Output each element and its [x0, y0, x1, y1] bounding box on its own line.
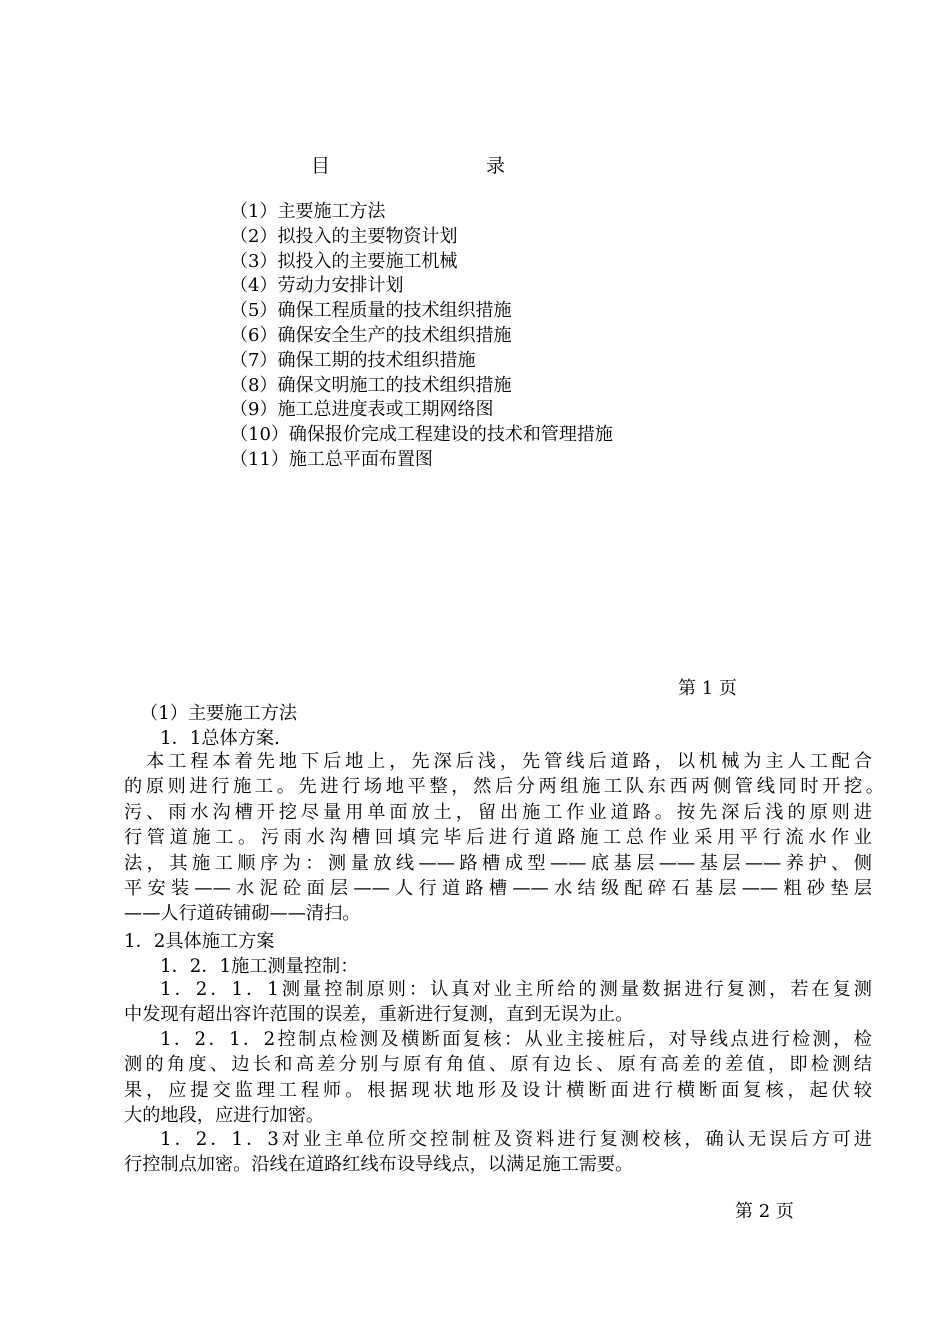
- sub-heading-overall-plan: 1．1总体方案.: [160, 728, 280, 749]
- text-line: 1．2．1．3对业主单位所交控制桩及资料进行复测校核，确认无误后方可进: [160, 1129, 872, 1150]
- text-line: 测的角度、边长和高差分别与原有角值、原有边长、原有高差的差值，即检测结: [124, 1054, 872, 1076]
- toc-item[interactable]: （1）主要施工方法: [230, 201, 386, 222]
- text-line: 法，其施工顺序为：测量放线——路槽成型——底基层——基层——养护、侧: [124, 852, 872, 874]
- text-line: 1．2．1．2控制点检测及横断面复核：从业主接桩后，对导线点进行检测，检: [160, 1029, 872, 1050]
- text-line: 平安装——水泥砼面层——人行道路槽——水结级配碎石基层——粗砂垫层: [124, 878, 872, 900]
- toc-item[interactable]: （4）劳动力安排计划: [230, 275, 404, 297]
- toc-title-left-char: 目: [311, 155, 331, 177]
- toc-item[interactable]: （9）施工总进度表或工期网络图: [230, 399, 494, 421]
- toc-item[interactable]: （2）拟投入的主要物资计划: [230, 225, 458, 247]
- paragraph-survey-principle: [124, 977, 884, 1028]
- toc-item[interactable]: （6）确保安全生产的技术组织措施: [230, 324, 512, 346]
- page-number-1: 第 1 页: [678, 678, 737, 699]
- toc-item[interactable]: （8）确保文明施工的技术组织措施: [230, 374, 512, 396]
- section-heading: （1）主要施工方法: [140, 703, 298, 724]
- text-line: 本工程本着先地下后地上，先深后浅，先管线后道路，以机械为主人工配合: [146, 751, 872, 772]
- text-line: 行管道施工。污雨水沟槽回填完毕后进行道路施工总作业采用平行流水作业: [124, 827, 872, 849]
- text-line: 的原则进行施工。先进行场地平整，然后分两组施工队东西两侧管线同时开挖。: [124, 776, 884, 798]
- page-number-2: 第 2 页: [735, 1201, 794, 1222]
- toc-item[interactable]: （5）确保工程质量的技术组织措施: [230, 300, 512, 322]
- table-of-contents: [230, 200, 613, 473]
- toc-item[interactable]: （7）确保工期的技术组织措施: [230, 349, 476, 371]
- text-line: 污、雨水沟槽开挖尽量用单面放土，留出施工作业道路。按先深后浅的原则进: [124, 801, 872, 823]
- paragraph-control-stake-verify: [124, 1127, 884, 1178]
- text-line: 大的地段，应进行加密。: [124, 1105, 325, 1127]
- toc-item[interactable]: （3）拟投入的主要施工机械: [230, 250, 458, 272]
- toc-item[interactable]: （11）施工总平面布置图: [230, 448, 433, 470]
- text-line: 中发现有超出容许范围的误差，重新进行复测，直到无误为止。: [124, 1004, 634, 1026]
- sub-heading-survey-control: 1．2．1施工测量控制：: [160, 956, 359, 977]
- text-line: 行控制点加密。沿线在道路红线布设导线点，以满足施工需要。: [124, 1154, 634, 1176]
- toc-title-right-char: 录: [486, 155, 506, 177]
- text-line: 果，应提交监理工程师。根据现状地形及设计横断面进行横断面复核，起伏较: [124, 1079, 872, 1101]
- text-line: 1．2．1．1测量控制原则：认真对业主所给的测量数据进行复测，若在复测: [160, 979, 872, 1000]
- paragraph-overall-plan: [124, 749, 884, 927]
- sub-heading-detailed-plan: 1．2具体施工方案: [124, 931, 275, 952]
- toc-item[interactable]: （10）确保报价完成工程建设的技术和管理措施: [230, 424, 613, 446]
- paragraph-control-point-check: [124, 1027, 884, 1129]
- text-line: ——人行道砖铺砌——清扫。: [124, 903, 361, 925]
